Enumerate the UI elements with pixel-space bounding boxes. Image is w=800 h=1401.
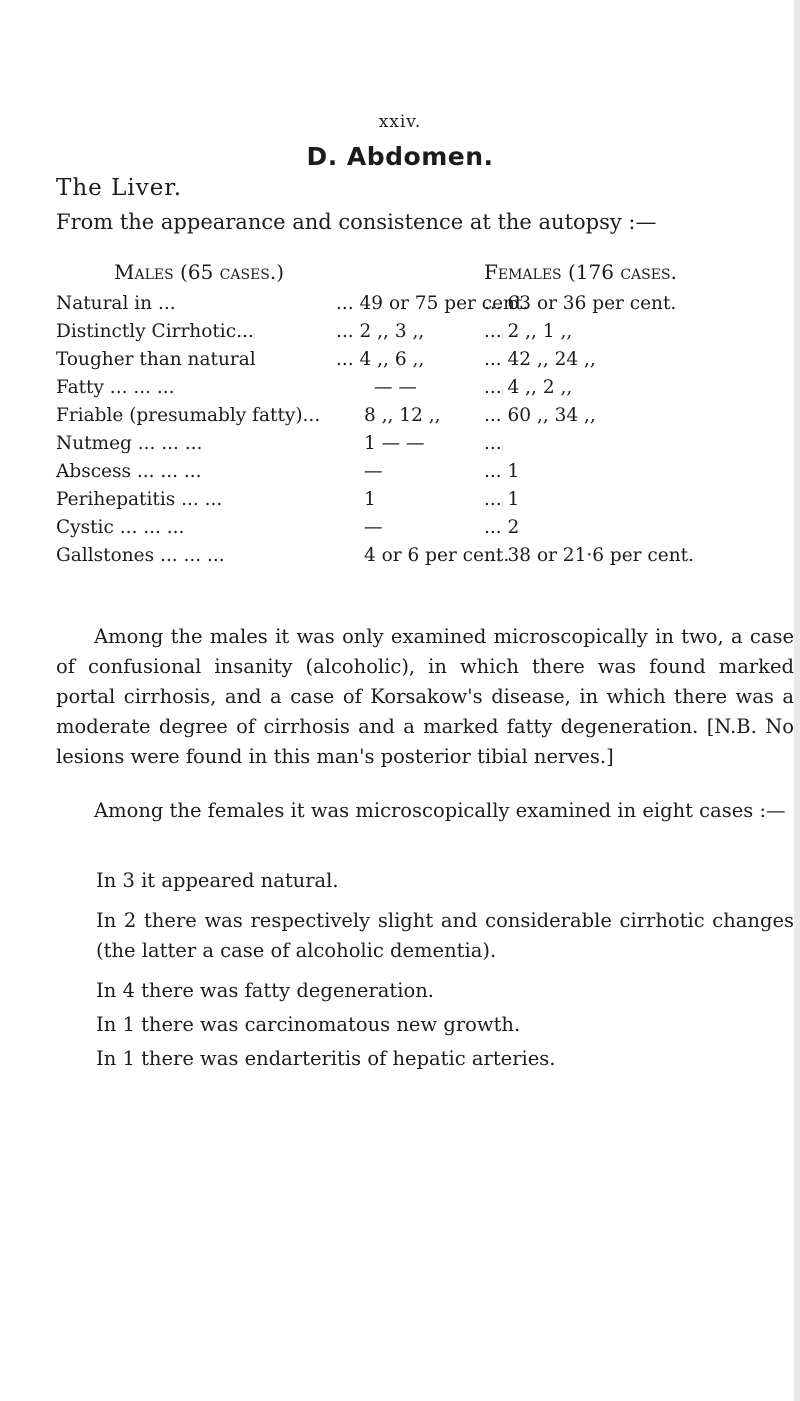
page-edge — [794, 0, 800, 1401]
page-number: xxiv. — [378, 112, 422, 132]
paragraph-text: Among the males it was only examined microscopically in two, a case of confusional insanity (alcoholic), in which there was found marked portal cirrhosis, and a case of Korsakow's disease, in which there was a moderate degree of cirrhosis and a marked fatty degeneration. [N.B. No lesions were found in this man's posterior tibial nerves.] — [56, 625, 794, 768]
list-item — [56, 906, 794, 966]
females-column-header: Females (176 cases. — [484, 260, 677, 284]
row-label: Natural in ... — [56, 293, 176, 314]
females-value: ... 42 ,, 24 ,, — [484, 349, 596, 370]
table-row — [56, 377, 800, 405]
subsection-title: The Liver. — [56, 175, 183, 201]
table-row — [56, 517, 800, 545]
intro-text: From the appearance and consistence at the autopsy :— — [56, 210, 657, 234]
males-value: 1 — [364, 489, 376, 510]
females-value: ... 38 or 21·6 per cent. — [484, 545, 694, 566]
list-item: In 1 there was endarteritis of hepatic arteries. — [96, 1047, 556, 1070]
males-value: — — [364, 461, 383, 482]
males-value: ... 4 ,, 6 ,, — [336, 349, 425, 370]
males-value: — — [364, 517, 383, 538]
females-value: ... 63 or 36 per cent. — [484, 293, 677, 314]
liver-table — [56, 293, 796, 583]
table-row — [56, 433, 800, 461]
list-item-text: In 2 there was respectively slight and considerable cirrhotic changes (the latter a case of alcoholic dementia). — [96, 909, 794, 962]
list-item: In 4 there was fatty degeneration. — [96, 979, 434, 1002]
females-value: ... 4 ,, 2 ,, — [484, 377, 573, 398]
row-label: Perihepatitis ... ... — [56, 489, 223, 510]
females-value: ... — [484, 433, 502, 454]
table-row — [56, 461, 800, 489]
males-paragraph — [56, 622, 794, 772]
table-row — [56, 405, 800, 433]
males-value: ... 49 or 75 per cent. — [336, 293, 529, 314]
row-label: Cystic ... ... ... — [56, 517, 185, 538]
row-label: Abscess ... ... ... — [56, 461, 202, 482]
females-value: ... 1 — [484, 489, 520, 510]
table-row — [56, 293, 800, 321]
females-value: ... 1 — [484, 461, 520, 482]
row-label: Distinctly Cirrhotic... — [56, 321, 254, 342]
males-value: 8 ,, 12 ,, — [364, 405, 441, 426]
list-item: In 3 it appeared natural. — [96, 869, 339, 892]
table-row — [56, 349, 800, 377]
males-column-header: Males (65 cases.) — [114, 260, 285, 284]
row-label: Friable (presumably fatty)... — [56, 405, 321, 426]
males-value: — — — [374, 377, 417, 398]
males-value: 4 or 6 per cent. — [364, 545, 510, 566]
females-value: ... 2 — [484, 517, 520, 538]
males-value: 1 — — — [364, 433, 425, 454]
table-row — [56, 545, 800, 573]
paragraph-text: Among the females it was microscopically examined in eight cases :— — [94, 799, 786, 822]
female-findings-list — [56, 866, 794, 1074]
females-value: ... 60 ,, 34 ,, — [484, 405, 596, 426]
males-value: ... 2 ,, 3 ,, — [336, 321, 425, 342]
row-label: Fatty ... ... ... — [56, 377, 175, 398]
table-row — [56, 489, 800, 517]
table-row — [56, 321, 800, 349]
row-label: Gallstones ... ... ... — [56, 545, 225, 566]
row-label: Tougher than natural — [56, 349, 256, 370]
list-item: In 1 there was carcinomatous new growth. — [96, 1013, 521, 1036]
females-paragraph — [56, 796, 794, 826]
section-title: D. Abdomen. — [306, 142, 494, 171]
females-value: ... 2 ,, 1 ,, — [484, 321, 573, 342]
row-label: Nutmeg ... ... ... — [56, 433, 203, 454]
